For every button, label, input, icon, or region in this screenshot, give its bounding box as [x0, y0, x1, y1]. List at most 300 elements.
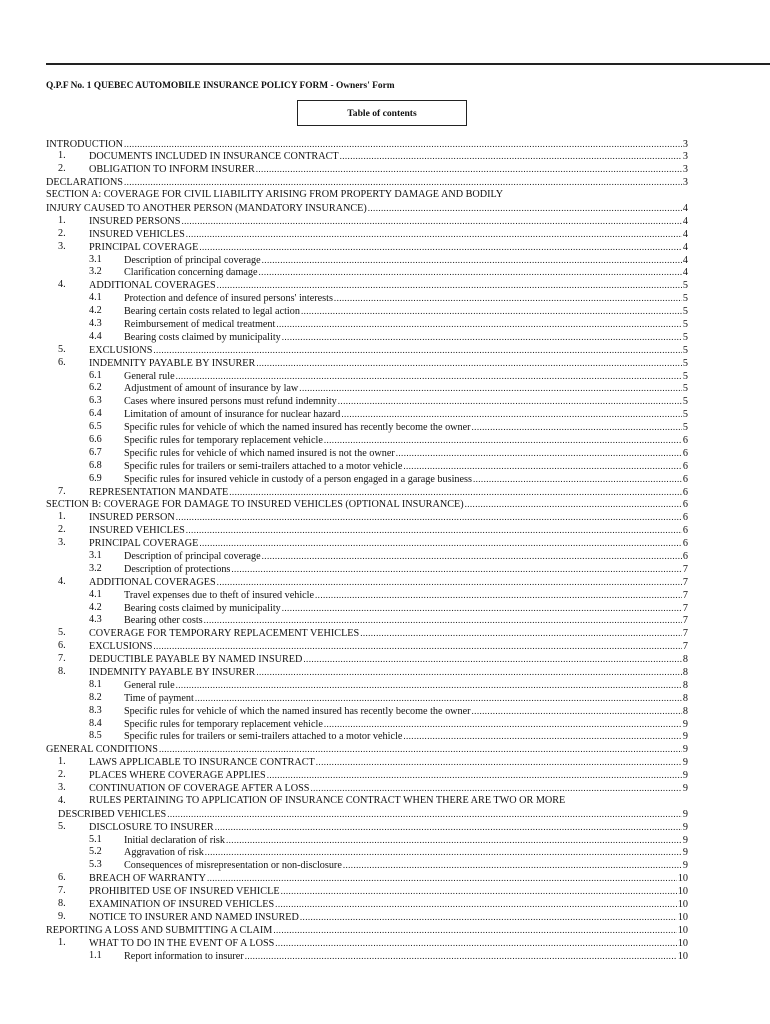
toc-dot-leader	[473, 473, 682, 486]
toc-page-number: 6	[682, 551, 688, 562]
toc-entry-title: RULES PERTAINING TO APPLICATION OF INSURANCE CONTRACT WHEN THERE ARE TWO OR MORE	[89, 794, 566, 806]
toc-dot-leader	[231, 563, 682, 576]
toc-dot-leader	[195, 692, 682, 705]
toc-entry[interactable]	[46, 408, 688, 421]
toc-entry[interactable]	[46, 447, 688, 460]
toc-entry-number: 9.	[58, 910, 66, 922]
toc-entry-title: LAWS APPLICABLE TO INSURANCE CONTRACT	[89, 757, 315, 769]
toc-entry-title: PRINCIPAL COVERAGE	[89, 241, 199, 253]
toc-entry-body	[124, 602, 688, 616]
toc-entry[interactable]	[46, 292, 688, 305]
toc-entry-title: NOTICE TO INSURER AND NAMED INSURED	[89, 911, 299, 923]
toc-entry[interactable]	[46, 937, 688, 950]
toc-entry-title: Report information to insurer	[124, 950, 244, 962]
toc-entry-body	[124, 563, 688, 577]
toc-entry-title: REPORTING A LOSS AND SUBMITTING A CLAIM	[46, 924, 273, 936]
toc-dot-leader	[315, 589, 682, 602]
toc-page-number: 7	[682, 641, 688, 653]
toc-dot-leader	[262, 254, 682, 267]
toc-dot-leader	[340, 150, 682, 163]
toc-entry-body	[46, 189, 688, 202]
toc-entry-body	[89, 279, 688, 293]
toc-dot-leader	[167, 808, 682, 821]
toc-page-number: 9	[682, 860, 688, 872]
toc-entry-body	[124, 370, 688, 384]
toc-dot-leader	[226, 834, 682, 847]
toc-entry-number: 4.2	[89, 601, 102, 613]
toc-entry-title: Specific rules for insured vehicle in custody of a person engaged in a garage business	[124, 473, 472, 485]
toc-entry-body	[89, 782, 688, 796]
toc-page-number: 8	[682, 692, 688, 704]
toc-page-number: 5	[682, 422, 688, 434]
toc-page-number: 7	[682, 589, 688, 601]
toc-page-number: 4	[682, 241, 688, 253]
toc-entry[interactable]	[46, 279, 688, 292]
toc-entry[interactable]	[46, 305, 688, 318]
toc-entry-body	[89, 627, 688, 641]
toc-entry-body	[89, 511, 688, 525]
toc-dot-leader	[275, 898, 677, 911]
toc-entry[interactable]	[46, 718, 688, 731]
toc-page-number: 7	[682, 563, 688, 575]
toc-entry-number: 7.	[58, 653, 66, 665]
toc-entry[interactable]	[46, 602, 688, 615]
toc-entry-body	[89, 215, 688, 229]
toc-page-number: 10	[677, 950, 688, 962]
toc-entry-title: SECTION A: COVERAGE FOR CIVIL LIABILITY ARISING FROM PROPERTY DAMAGE AND BODILY	[46, 189, 504, 201]
toc-entry-body	[89, 150, 688, 164]
toc-entry-body	[89, 576, 688, 590]
toc-entry-body	[89, 898, 688, 912]
toc-entry-number: 5.	[58, 820, 66, 832]
toc-dot-leader	[324, 434, 682, 447]
toc-entry-body	[124, 460, 688, 474]
toc-page-number: 5	[682, 370, 688, 382]
toc-entry-title: INTRODUCTION	[46, 138, 123, 150]
toc-entry-title: Bearing costs claimed by municipality	[124, 331, 281, 343]
toc-entry[interactable]	[46, 344, 688, 357]
toc-entry-body	[124, 846, 688, 860]
toc-entry-body	[46, 743, 688, 757]
toc-entry[interactable]	[46, 318, 688, 331]
toc-entry[interactable]	[46, 370, 688, 383]
toc-dot-leader	[281, 885, 677, 898]
toc-entry[interactable]	[46, 331, 688, 344]
toc-entry[interactable]	[46, 150, 688, 163]
toc-dot-leader	[124, 176, 682, 189]
toc-entry-body	[124, 395, 688, 409]
toc-entry-title: Bearing certain costs related to legal action	[124, 306, 300, 318]
toc-entry-body	[46, 138, 688, 152]
toc-entry-title: SECTION B: COVERAGE FOR DAMAGE TO INSURED VEHICLES (OPTIONAL INSURANCE)	[46, 499, 464, 511]
toc-entry-body	[46, 202, 688, 216]
toc-entry[interactable]	[46, 834, 688, 847]
toc-entry[interactable]	[46, 924, 688, 937]
toc-entry-body	[124, 331, 688, 345]
toc-page-number: 5	[682, 306, 688, 318]
toc-entry[interactable]	[46, 859, 688, 872]
toc-entry-body	[89, 795, 688, 808]
toc-entry-number: 6.9	[89, 472, 102, 484]
toc-page-number: 4	[682, 215, 688, 227]
toc-page-number: 4	[682, 228, 688, 240]
toc-entry[interactable]	[46, 395, 688, 408]
toc-page-number: 6	[682, 447, 688, 459]
toc-entry[interactable]	[46, 692, 688, 705]
toc-entry-title: Description of principal coverage	[124, 254, 261, 266]
toc-entry-title: DISCLOSURE TO INSURER	[89, 821, 214, 833]
toc-entry-title: INJURY CAUSED TO ANOTHER PERSON (MANDATORY INSURANCE)	[46, 202, 367, 214]
toc-entry-number: 4.	[58, 279, 66, 291]
toc-page-number: 8	[682, 667, 688, 679]
toc-page-number: 3	[682, 164, 688, 176]
toc-entry-title: OBLIGATION TO INFORM INSURER	[89, 164, 255, 176]
toc-entry-title: BREACH OF WARRANTY	[89, 873, 206, 885]
toc-page-number: 9	[682, 770, 688, 782]
toc-entry-number: 1.	[58, 511, 66, 523]
toc-page-number: 6	[682, 473, 688, 485]
toc-entry-body	[89, 653, 688, 667]
toc-dot-leader	[267, 769, 682, 782]
toc-entry-body	[124, 473, 688, 487]
toc-entry-title: GENERAL CONDITIONS	[46, 744, 158, 756]
toc-entry-number: 8.3	[89, 704, 102, 716]
toc-entry-number: 6.2	[89, 382, 102, 394]
toc-entry[interactable]	[46, 511, 688, 524]
toc-entry-number: 6.	[58, 872, 66, 884]
toc-entry-number: 6.	[58, 356, 66, 368]
toc-entry-title: General rule	[124, 370, 175, 382]
toc-entry[interactable]	[46, 498, 688, 511]
toc-entry-body	[124, 318, 688, 332]
toc-entry-number: 4.1	[89, 292, 102, 304]
toc-entry[interactable]	[46, 782, 688, 795]
toc-entry[interactable]	[46, 357, 688, 370]
toc-entry-number: 5.	[58, 343, 66, 355]
toc-page-number: 5	[682, 344, 688, 356]
toc-entry[interactable]	[46, 176, 688, 189]
toc-entry-number: 1.	[58, 756, 66, 768]
toc-entry[interactable]	[46, 434, 688, 447]
toc-dot-leader	[181, 215, 681, 228]
toc-entry-title: PLACES WHERE COVERAGE APPLIES	[89, 770, 266, 782]
toc-entry-body	[124, 447, 688, 461]
toc-entry[interactable]	[46, 898, 688, 911]
toc-entry[interactable]	[46, 163, 688, 176]
toc-page-number: 6	[682, 499, 688, 511]
toc-entry-body	[124, 614, 688, 628]
toc-entry-number: 6.5	[89, 421, 102, 433]
toc-entry-body	[89, 769, 688, 783]
toc-entry[interactable]	[46, 730, 688, 743]
toc-dot-leader	[341, 408, 682, 421]
toc-entry[interactable]	[46, 950, 688, 963]
toc-entry-number: 8.1	[89, 678, 102, 690]
toc-dot-leader	[324, 718, 682, 731]
toc-entry-number: 6.7	[89, 446, 102, 458]
toc-entry-title: Protection and defence of insured persons' interests	[124, 293, 333, 305]
toc-entry-body	[89, 486, 688, 500]
toc-entry-body	[46, 176, 688, 190]
toc-entry[interactable]	[46, 653, 688, 666]
toc-page-number: 8	[682, 654, 688, 666]
toc-entry[interactable]	[46, 640, 688, 653]
toc-entry-title: Description of principal coverage	[124, 551, 261, 562]
toc-entry-body	[124, 408, 688, 422]
toc-page-number: 6	[682, 525, 688, 537]
table-of-contents	[46, 138, 688, 963]
toc-entry[interactable]	[46, 769, 688, 782]
toc-page-number: 10	[677, 899, 688, 911]
toc-page-number: 5	[682, 280, 688, 292]
toc-entry[interactable]	[46, 846, 688, 859]
toc-entry-number: 6.4	[89, 408, 102, 420]
toc-entry-body	[124, 834, 688, 848]
toc-entry[interactable]	[46, 821, 688, 834]
toc-entry[interactable]	[46, 202, 688, 215]
toc-entry-number: 4.	[58, 794, 66, 806]
toc-dot-leader	[275, 937, 677, 950]
toc-entry-body	[89, 344, 688, 358]
toc-dot-leader	[229, 486, 682, 499]
toc-page-number: 5	[682, 409, 688, 421]
toc-entry-body	[89, 640, 688, 654]
toc-dot-leader	[396, 447, 682, 460]
toc-dot-leader	[199, 241, 682, 254]
toc-entry-number: 6.	[58, 640, 66, 652]
toc-dot-leader	[310, 782, 681, 795]
toc-page-number: 4	[682, 254, 688, 266]
toc-entry-title: DECLARATIONS	[46, 177, 123, 189]
toc-entry-number: 6.1	[89, 369, 102, 381]
toc-dot-leader	[204, 614, 682, 627]
toc-dot-leader	[276, 318, 682, 331]
toc-entry[interactable]	[46, 241, 688, 254]
toc-entry[interactable]	[46, 254, 688, 267]
toc-page-number: 3	[682, 138, 688, 150]
toc-dot-leader	[207, 872, 677, 885]
toc-page-number: 9	[682, 731, 688, 743]
toc-entry-number: 6.3	[89, 395, 102, 407]
toc-entry-title: INSURED VEHICLES	[89, 228, 185, 240]
toc-page-number: 10	[677, 924, 688, 936]
toc-entry-body	[124, 254, 688, 268]
toc-entry-number: 3.1	[89, 550, 102, 561]
toc-dot-leader	[303, 653, 682, 666]
toc-entry-title: INSURED VEHICLES	[89, 525, 185, 537]
toc-dot-leader	[256, 666, 682, 679]
toc-dot-leader	[186, 524, 682, 537]
toc-entry-title: Bearing costs claimed by municipality	[124, 602, 281, 614]
toc-entry-body	[89, 821, 688, 835]
toc-dot-leader	[282, 331, 682, 344]
toc-entry-number: 3.1	[89, 253, 102, 265]
toc-entry-title: Specific rules for temporary replacement vehicle	[124, 718, 323, 730]
toc-dot-leader	[343, 859, 682, 872]
toc-page-number: 7	[682, 576, 688, 588]
toc-dot-leader	[217, 576, 682, 589]
toc-entry-number: 7.	[58, 485, 66, 497]
toc-page-number: 6	[682, 512, 688, 524]
toc-page-number: 9	[682, 757, 688, 769]
toc-entry-number: 1.	[58, 214, 66, 226]
toc-entry[interactable]	[46, 627, 688, 640]
toc-entry-body	[124, 382, 688, 396]
toc-entry[interactable]	[46, 189, 688, 202]
toc-dot-leader	[215, 821, 682, 834]
toc-title: Table of contents	[347, 107, 417, 119]
toc-entry-body	[89, 524, 688, 538]
toc-entry[interactable]	[46, 215, 688, 228]
toc-page-number: 6	[682, 460, 688, 472]
toc-entry-number: 4.1	[89, 588, 102, 600]
toc-page-number: 9	[682, 821, 688, 833]
toc-entry[interactable]	[46, 705, 688, 718]
toc-entry-title: INDEMNITY PAYABLE BY INSURER	[89, 357, 256, 369]
toc-entry[interactable]	[46, 795, 688, 808]
toc-dot-leader	[282, 602, 682, 615]
toc-page-number: 9	[682, 808, 688, 820]
toc-entry-body	[89, 357, 688, 371]
toc-page-number: 5	[682, 293, 688, 305]
toc-entry[interactable]	[46, 537, 688, 550]
toc-dot-leader	[368, 202, 682, 215]
toc-entry[interactable]	[46, 486, 688, 499]
toc-entry-title: INDEMNITY PAYABLE BY INSURER	[89, 667, 256, 679]
toc-entry-number: 5.1	[89, 833, 102, 845]
toc-entry[interactable]	[46, 266, 688, 279]
toc-dot-leader	[124, 138, 682, 151]
toc-entry-title: INSURED PERSON	[89, 512, 175, 524]
toc-page-number: 5	[682, 396, 688, 408]
toc-entry-title: Adjustment of amount of insurance by law	[124, 383, 299, 395]
toc-entry-title: DESCRIBED VEHICLES	[58, 808, 167, 820]
toc-entry-title: COVERAGE FOR TEMPORARY REPLACEMENT VEHICLES	[89, 628, 360, 640]
toc-entry-number: 2.	[58, 227, 66, 239]
toc-entry[interactable]	[46, 666, 688, 679]
toc-entry-title: Initial declaration of risk	[124, 834, 225, 846]
toc-entry-title: Specific rules for vehicle of which the named insured has recently become the owner	[124, 422, 471, 434]
toc-entry-number: 1.	[58, 150, 66, 162]
toc-entry-title: Clarification concerning damage	[124, 267, 258, 279]
toc-dot-leader	[301, 305, 682, 318]
toc-dot-leader	[472, 421, 682, 434]
toc-entry-title: Reimbursement of medical treatment	[124, 318, 276, 330]
toc-entry[interactable]	[46, 228, 688, 241]
toc-dot-leader	[273, 924, 676, 937]
toc-page-number: 9	[682, 847, 688, 859]
toc-entry-body	[89, 666, 688, 680]
toc-entry[interactable]	[46, 460, 688, 473]
toc-dot-leader	[205, 846, 682, 859]
toc-entry-body	[124, 692, 688, 706]
toc-entry[interactable]	[46, 885, 688, 898]
toc-page-number: 4	[682, 267, 688, 279]
toc-entry[interactable]	[46, 911, 688, 924]
toc-entry-body	[89, 937, 688, 951]
toc-dot-leader	[186, 228, 682, 241]
toc-entry[interactable]	[46, 382, 688, 395]
toc-entry-number: 1.1	[89, 949, 102, 961]
toc-page-number: 3	[682, 177, 688, 189]
toc-entry-title: REPRESENTATION MANDATE	[89, 486, 229, 498]
toc-entry[interactable]	[46, 756, 688, 769]
toc-entry-number: 3.2	[89, 562, 102, 574]
toc-entry[interactable]	[46, 589, 688, 602]
toc-entry-number: 2.	[58, 769, 66, 781]
toc-page-number: 10	[677, 937, 688, 949]
toc-entry-title: PROHIBITED USE OF INSURED VEHICLE	[89, 886, 280, 898]
toc-entry-body	[58, 808, 688, 822]
toc-page-number: 4	[682, 202, 688, 214]
toc-entry[interactable]	[46, 808, 688, 821]
toc-page-number: 5	[682, 383, 688, 395]
toc-entry[interactable]	[46, 550, 688, 563]
toc-entry-title: ADDITIONAL COVERAGES	[89, 280, 216, 292]
toc-entry-title: EXAMINATION OF INSURED VEHICLES	[89, 899, 275, 911]
toc-page-number: 8	[682, 705, 688, 717]
toc-dot-leader	[403, 730, 682, 743]
toc-entry-body	[124, 950, 688, 964]
toc-entry[interactable]	[46, 421, 688, 434]
toc-entry[interactable]	[46, 872, 688, 885]
toc-entry[interactable]	[46, 614, 688, 627]
toc-entry-number: 4.3	[89, 317, 102, 329]
toc-entry-body	[124, 859, 688, 873]
toc-entry[interactable]	[46, 679, 688, 692]
toc-page-number: 7	[682, 628, 688, 640]
toc-entry-number: 1.	[58, 936, 66, 948]
toc-entry-title: Consequences of misrepresentation or non-disclosure	[124, 860, 342, 872]
toc-entry[interactable]	[46, 473, 688, 486]
toc-page-number: 3	[682, 151, 688, 163]
toc-page-number: 6	[682, 486, 688, 498]
toc-entry-body	[89, 228, 688, 242]
toc-entry-title: Description of protections	[124, 563, 231, 575]
toc-entry[interactable]	[46, 138, 688, 151]
toc-entry-body	[124, 705, 688, 719]
toc-entry-number: 5.	[58, 627, 66, 639]
toc-dot-leader	[176, 511, 682, 524]
toc-entry-title: Specific rules for temporary replacement vehicle	[124, 434, 323, 446]
toc-dot-leader	[316, 756, 682, 769]
toc-entry-title: PRINCIPAL COVERAGE	[89, 538, 199, 550]
toc-dot-leader	[153, 640, 682, 653]
toc-entry[interactable]	[46, 576, 688, 589]
toc-entry-title: Time of payment	[124, 692, 194, 704]
toc-entry-title: Specific rules for trailers or semi-trailers attached to a motor vehicle	[124, 731, 403, 743]
toc-entry[interactable]	[46, 563, 688, 576]
toc-entry-body	[89, 537, 688, 551]
toc-entry-body	[89, 163, 688, 177]
toc-entry[interactable]	[46, 743, 688, 756]
toc-entry-title: Cases where insured persons must refund indemnity	[124, 396, 337, 408]
toc-entry-body	[46, 498, 688, 512]
toc-entry-body	[89, 756, 688, 770]
toc-entry-title: Specific rules for trailers or semi-trailers attached to a motor vehicle	[124, 460, 403, 472]
toc-entry-title: EXCLUSIONS	[89, 641, 153, 653]
toc-page-number: 10	[677, 911, 688, 923]
toc-entry[interactable]	[46, 524, 688, 537]
toc-entry-title: WHAT TO DO IN THE EVENT OF A LOSS	[89, 937, 275, 949]
toc-entry-number: 2.	[58, 524, 66, 536]
toc-dot-leader	[334, 292, 682, 305]
toc-entry-title: Aggravation of risk	[124, 847, 204, 859]
toc-entry-title: CONTINUATION OF COVERAGE AFTER A LOSS	[89, 783, 310, 795]
toc-dot-leader	[300, 911, 677, 924]
toc-dot-leader	[245, 950, 677, 963]
toc-entry-number: 8.5	[89, 730, 102, 742]
